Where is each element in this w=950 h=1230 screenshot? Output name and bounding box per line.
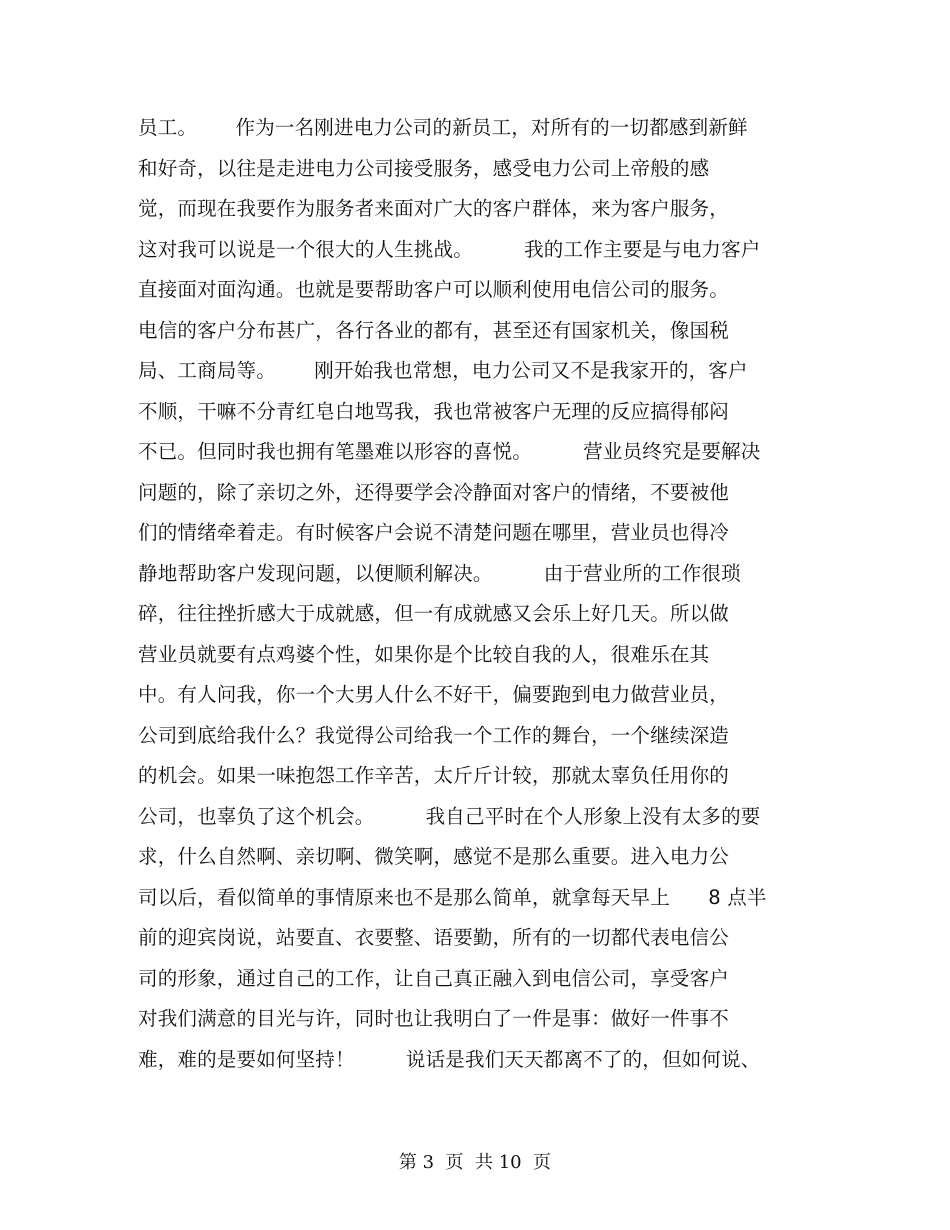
text-line: 直接面对面沟通。也就是要帮助客户可以顺利使用电信公司的服务。 xyxy=(138,278,730,301)
text-line: 局、工商局等。 刚开始我也常想，电力公司又不是我家开的，客户 xyxy=(138,359,748,382)
page-number-footer: 第 3 页 共 10 页 xyxy=(398,1152,552,1173)
text-line: 公司到底给我什么？我觉得公司给我一个工作的舞台，一个继续深造 xyxy=(138,723,730,747)
text-line: 不已。但同时我也拥有笔墨难以形容的喜悦。 营业员终究是要解决 xyxy=(138,440,761,463)
text-line: 静地帮助客户发现问题，以便顺利解决。 由于营业所的工作很琐 xyxy=(138,561,741,585)
text-line: 中。有人问我，你一个大男人什么不好干，偏要跑到电力做营业员， xyxy=(138,683,730,706)
text-line: 对我们满意的目光与许，同时也让我明白了一件是事：做好一件事不 xyxy=(138,1007,730,1030)
text-line: 和好奇，以往是走进电力公司接受服务，感受电力公司上帝般的感 xyxy=(138,156,710,180)
text-line: 这对我可以说是一个很大的人生挑战。 我的工作主要是与电力客户 xyxy=(138,237,761,261)
text-line: 司以后，看似简单的事情原来也不是那么简单，就拿每天早上 8 点半 xyxy=(138,885,767,909)
text-line: 问题的，除了亲切之外，还得要学会冷静面对客户的情绪，不要被他 xyxy=(138,480,730,504)
text-line: 难，难的是要如何坚持！ 说话是我们天天都离不了的，但如何说、 xyxy=(138,1047,761,1071)
text-line: 营业员就要有点鸡婆个性，如果你是个比较自我的人，很难乐在其 xyxy=(138,642,710,666)
text-line: 司的形象，通过自己的工作，让自己真正融入到电信公司，享受客户 xyxy=(138,966,730,990)
text-line: 觉，而现在我要作为服务者来面对广大的客户群体，来为客户服务， xyxy=(138,197,730,220)
text-line: 们的情绪牵着走。有时候客户会说不清楚问题在哪里，营业员也得冷 xyxy=(138,521,730,544)
text-line: 公司，也辜负了这个机会。 我自己平时在个人形象上没有太多的要 xyxy=(138,804,761,828)
text-line: 碎，往往挫折感大于成就感，但一有成就感又会乐上好几天。所以做 xyxy=(138,602,730,625)
text-line: 前的迎宾岗说，站要直、衣要整、语要勤，所有的一切都代表电信公 xyxy=(138,926,730,949)
text-line: 求，什么自然啊、亲切啊、微笑啊，感觉不是那么重要。进入电力公 xyxy=(138,845,730,868)
text-line: 的机会。如果一味抱怨工作辛苦，太斤斤计较，那就太辜负任用你的 xyxy=(138,764,730,787)
body-text xyxy=(138,108,838,1080)
text-line: 不顺，干嘛不分青红皂白地骂我，我也常被客户无理的反应搞得郁闷 xyxy=(138,399,730,423)
text-line: 员工。 作为一名刚进电力公司的新员工，对所有的一切都感到新鲜 xyxy=(138,116,748,139)
text-line: 电信的客户分布甚广，各行各业的都有，甚至还有国家机关，像国税 xyxy=(138,318,730,342)
